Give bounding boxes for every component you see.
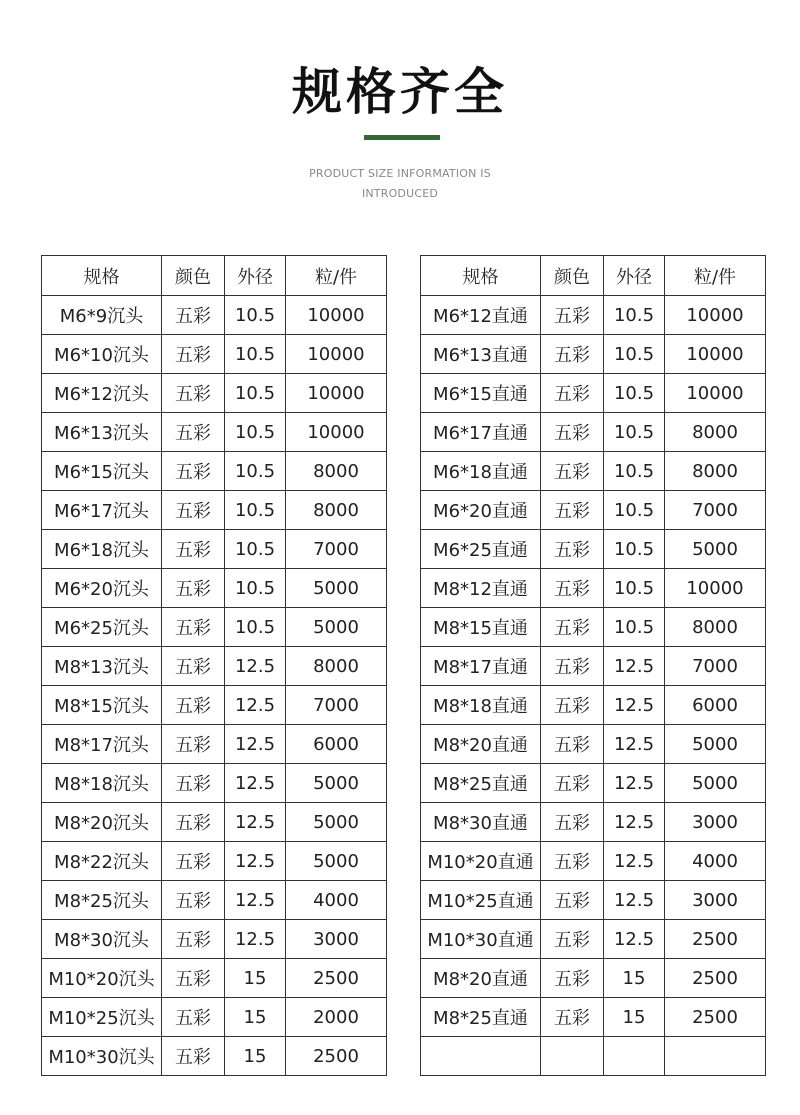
cell-spec: M10*25沉头 bbox=[42, 998, 162, 1037]
table-row bbox=[421, 803, 766, 842]
cell-pieces: 7000 bbox=[286, 686, 387, 725]
cell-color: 五彩 bbox=[162, 803, 225, 842]
cell-pieces: 8000 bbox=[665, 452, 766, 491]
cell-spec: M10*20沉头 bbox=[42, 959, 162, 998]
cell-spec: M6*18直通 bbox=[421, 452, 541, 491]
cell-pieces: 2000 bbox=[286, 998, 387, 1037]
spec-table-straight bbox=[420, 255, 766, 1076]
table-row bbox=[42, 881, 387, 920]
table-row bbox=[421, 530, 766, 569]
cell-spec: M8*18直通 bbox=[421, 686, 541, 725]
cell-diameter: 12.5 bbox=[225, 725, 286, 764]
column-header-diameter: 外径 bbox=[604, 256, 665, 296]
table-row bbox=[42, 569, 387, 608]
spec-table-countersunk bbox=[41, 255, 387, 1076]
cell-pieces: 8000 bbox=[286, 452, 387, 491]
table-row bbox=[42, 998, 387, 1037]
cell-diameter: 12.5 bbox=[604, 881, 665, 920]
cell-color: 五彩 bbox=[162, 491, 225, 530]
cell-spec: M6*13直通 bbox=[421, 335, 541, 374]
cell-color: 五彩 bbox=[541, 842, 604, 881]
cell-spec: M6*20沉头 bbox=[42, 569, 162, 608]
cell-spec: M8*30直通 bbox=[421, 803, 541, 842]
table-row bbox=[42, 764, 387, 803]
cell-pieces: 2500 bbox=[286, 1037, 387, 1076]
cell-color: 五彩 bbox=[541, 803, 604, 842]
cell-pieces: 10000 bbox=[665, 296, 766, 335]
cell-pieces: 10000 bbox=[665, 374, 766, 413]
column-header-pieces: 粒/件 bbox=[665, 256, 766, 296]
page-subtitle bbox=[0, 164, 800, 204]
cell-color: 五彩 bbox=[162, 569, 225, 608]
cell-color: 五彩 bbox=[162, 725, 225, 764]
cell-pieces: 8000 bbox=[665, 413, 766, 452]
cell-pieces: 7000 bbox=[665, 647, 766, 686]
cell-diameter: 12.5 bbox=[225, 920, 286, 959]
cell-color: 五彩 bbox=[541, 998, 604, 1037]
cell-diameter: 10.5 bbox=[225, 608, 286, 647]
cell-diameter: 12.5 bbox=[604, 647, 665, 686]
table-row bbox=[421, 452, 766, 491]
table-row bbox=[42, 296, 387, 335]
table-row bbox=[421, 686, 766, 725]
table-row bbox=[42, 842, 387, 881]
cell-color: 五彩 bbox=[162, 296, 225, 335]
cell-color: 五彩 bbox=[541, 335, 604, 374]
table-row bbox=[42, 920, 387, 959]
table-row bbox=[421, 920, 766, 959]
cell-spec: M6*25直通 bbox=[421, 530, 541, 569]
table-row bbox=[421, 569, 766, 608]
cell-pieces: 10000 bbox=[286, 296, 387, 335]
cell-spec: M8*25直通 bbox=[421, 764, 541, 803]
cell-diameter: 15 bbox=[225, 1037, 286, 1076]
cell-diameter: 10.5 bbox=[604, 608, 665, 647]
table-row bbox=[42, 803, 387, 842]
cell-color: 五彩 bbox=[162, 842, 225, 881]
table-row bbox=[42, 959, 387, 998]
column-header-spec: 规格 bbox=[42, 256, 162, 296]
cell-pieces: 3000 bbox=[286, 920, 387, 959]
cell-spec: M8*13沉头 bbox=[42, 647, 162, 686]
cell-color: 五彩 bbox=[162, 686, 225, 725]
cell-color: 五彩 bbox=[162, 959, 225, 998]
cell-spec: M8*30沉头 bbox=[42, 920, 162, 959]
table-row bbox=[421, 491, 766, 530]
cell-pieces: 5000 bbox=[665, 725, 766, 764]
cell-pieces: 2500 bbox=[665, 998, 766, 1037]
cell-pieces: 8000 bbox=[286, 491, 387, 530]
cell-color: 五彩 bbox=[162, 530, 225, 569]
cell-spec: M8*25沉头 bbox=[42, 881, 162, 920]
table-row bbox=[42, 530, 387, 569]
table-row bbox=[42, 686, 387, 725]
table-row bbox=[42, 725, 387, 764]
table-row bbox=[42, 374, 387, 413]
cell-pieces: 5000 bbox=[665, 764, 766, 803]
cell-diameter: 10.5 bbox=[225, 413, 286, 452]
cell-diameter: 15 bbox=[225, 959, 286, 998]
cell-spec: M6*15沉头 bbox=[42, 452, 162, 491]
cell-diameter: 12.5 bbox=[604, 842, 665, 881]
cell-pieces: 3000 bbox=[665, 881, 766, 920]
cell-spec: M8*18沉头 bbox=[42, 764, 162, 803]
cell-color: 五彩 bbox=[541, 296, 604, 335]
cell-spec: M8*17沉头 bbox=[42, 725, 162, 764]
page-title: 规格齐全 bbox=[292, 63, 508, 121]
cell-color: 五彩 bbox=[541, 413, 604, 452]
cell-diameter: 10.5 bbox=[604, 296, 665, 335]
cell-diameter: 15 bbox=[225, 998, 286, 1037]
cell-color: 五彩 bbox=[162, 881, 225, 920]
table-row bbox=[42, 413, 387, 452]
cell-color: 五彩 bbox=[541, 647, 604, 686]
cell-color: 五彩 bbox=[162, 1037, 225, 1076]
cell-pieces: 5000 bbox=[286, 764, 387, 803]
cell-pieces: 10000 bbox=[665, 335, 766, 374]
table-row bbox=[421, 881, 766, 920]
column-header-color: 颜色 bbox=[162, 256, 225, 296]
table-row bbox=[42, 335, 387, 374]
cell-color: 五彩 bbox=[162, 374, 225, 413]
cell-spec: M8*20直通 bbox=[421, 959, 541, 998]
cell-spec: M8*15直通 bbox=[421, 608, 541, 647]
cell-diameter: 12.5 bbox=[604, 686, 665, 725]
cell-color: 五彩 bbox=[541, 452, 604, 491]
cell-spec: M8*20直通 bbox=[421, 725, 541, 764]
table-row bbox=[421, 725, 766, 764]
table-row bbox=[42, 491, 387, 530]
table-header-row bbox=[42, 256, 387, 296]
cell-spec: M10*30直通 bbox=[421, 920, 541, 959]
cell-pieces: 7000 bbox=[665, 491, 766, 530]
cell-color: 五彩 bbox=[162, 335, 225, 374]
column-header-diameter: 外径 bbox=[225, 256, 286, 296]
column-header-pieces: 粒/件 bbox=[286, 256, 387, 296]
cell-diameter: 12.5 bbox=[225, 881, 286, 920]
cell-diameter: 12.5 bbox=[225, 647, 286, 686]
cell-pieces: 7000 bbox=[286, 530, 387, 569]
cell-color: 五彩 bbox=[541, 686, 604, 725]
column-header-color: 颜色 bbox=[541, 256, 604, 296]
cell-color: 五彩 bbox=[541, 920, 604, 959]
cell-color: 五彩 bbox=[541, 725, 604, 764]
table-row bbox=[421, 296, 766, 335]
table-row bbox=[421, 374, 766, 413]
cell-diameter: 10.5 bbox=[225, 530, 286, 569]
table-row bbox=[421, 842, 766, 881]
cell-spec: M8*15沉头 bbox=[42, 686, 162, 725]
table-row bbox=[421, 998, 766, 1037]
cell-diameter: 10.5 bbox=[225, 491, 286, 530]
cell-diameter: 12.5 bbox=[225, 764, 286, 803]
cell-spec: M6*17直通 bbox=[421, 413, 541, 452]
cell-spec: M6*20直通 bbox=[421, 491, 541, 530]
cell-color: 五彩 bbox=[162, 998, 225, 1037]
table-row bbox=[421, 764, 766, 803]
cell-diameter: 10.5 bbox=[604, 335, 665, 374]
cell-pieces: 5000 bbox=[665, 530, 766, 569]
cell-diameter: 10.5 bbox=[225, 452, 286, 491]
cell-spec bbox=[421, 1037, 541, 1076]
cell-pieces: 2500 bbox=[665, 959, 766, 998]
cell-diameter: 12.5 bbox=[604, 803, 665, 842]
cell-color: 五彩 bbox=[541, 881, 604, 920]
cell-color: 五彩 bbox=[541, 569, 604, 608]
table-row bbox=[421, 335, 766, 374]
table-row bbox=[421, 647, 766, 686]
subtitle-line-1: PRODUCT SIZE INFORMATION IS bbox=[309, 167, 491, 180]
table-row bbox=[42, 452, 387, 491]
cell-diameter: 12.5 bbox=[225, 842, 286, 881]
cell-pieces: 6000 bbox=[286, 725, 387, 764]
cell-diameter: 15 bbox=[604, 998, 665, 1037]
cell-color: 五彩 bbox=[162, 452, 225, 491]
cell-spec: M6*13沉头 bbox=[42, 413, 162, 452]
cell-diameter: 10.5 bbox=[604, 413, 665, 452]
cell-spec: M6*10沉头 bbox=[42, 335, 162, 374]
cell-spec: M6*12直通 bbox=[421, 296, 541, 335]
cell-spec: M8*20沉头 bbox=[42, 803, 162, 842]
cell-spec: M6*12沉头 bbox=[42, 374, 162, 413]
cell-spec: M10*25直通 bbox=[421, 881, 541, 920]
cell-pieces: 8000 bbox=[665, 608, 766, 647]
cell-spec: M8*22沉头 bbox=[42, 842, 162, 881]
cell-diameter: 10.5 bbox=[225, 296, 286, 335]
cell-spec: M8*17直通 bbox=[421, 647, 541, 686]
cell-diameter: 10.5 bbox=[225, 374, 286, 413]
cell-color: 五彩 bbox=[541, 608, 604, 647]
cell-spec: M6*17沉头 bbox=[42, 491, 162, 530]
table-row bbox=[421, 413, 766, 452]
cell-diameter: 10.5 bbox=[604, 491, 665, 530]
cell-color: 五彩 bbox=[162, 764, 225, 803]
table-row bbox=[421, 608, 766, 647]
cell-diameter: 15 bbox=[604, 959, 665, 998]
table-row bbox=[42, 1037, 387, 1076]
cell-color: 五彩 bbox=[162, 647, 225, 686]
cell-pieces: 5000 bbox=[286, 803, 387, 842]
cell-pieces: 2500 bbox=[286, 959, 387, 998]
cell-diameter: 12.5 bbox=[604, 764, 665, 803]
table-row bbox=[421, 1037, 766, 1076]
cell-spec: M6*9沉头 bbox=[42, 296, 162, 335]
cell-pieces: 10000 bbox=[286, 374, 387, 413]
cell-diameter: 10.5 bbox=[604, 452, 665, 491]
cell-spec: M6*15直通 bbox=[421, 374, 541, 413]
cell-pieces: 2500 bbox=[665, 920, 766, 959]
table-header-row bbox=[421, 256, 766, 296]
cell-diameter: 10.5 bbox=[604, 569, 665, 608]
cell-pieces: 6000 bbox=[665, 686, 766, 725]
cell-diameter: 10.5 bbox=[225, 335, 286, 374]
table-row bbox=[42, 647, 387, 686]
cell-pieces: 8000 bbox=[286, 647, 387, 686]
cell-pieces: 3000 bbox=[665, 803, 766, 842]
cell-pieces bbox=[665, 1037, 766, 1076]
subtitle-line-2: INTRODUCED bbox=[361, 187, 439, 200]
cell-spec: M8*12直通 bbox=[421, 569, 541, 608]
cell-diameter: 12.5 bbox=[225, 803, 286, 842]
cell-spec: M10*30沉头 bbox=[42, 1037, 162, 1076]
cell-color: 五彩 bbox=[541, 764, 604, 803]
cell-color: 五彩 bbox=[541, 374, 604, 413]
table-row bbox=[421, 959, 766, 998]
table-row bbox=[42, 608, 387, 647]
cell-pieces: 4000 bbox=[286, 881, 387, 920]
cell-spec: M10*20直通 bbox=[421, 842, 541, 881]
cell-spec: M6*25沉头 bbox=[42, 608, 162, 647]
cell-diameter: 10.5 bbox=[604, 374, 665, 413]
cell-color: 五彩 bbox=[541, 530, 604, 569]
cell-diameter: 12.5 bbox=[604, 725, 665, 764]
cell-spec: M6*18沉头 bbox=[42, 530, 162, 569]
cell-diameter: 12.5 bbox=[604, 920, 665, 959]
cell-color: 五彩 bbox=[541, 959, 604, 998]
cell-pieces: 5000 bbox=[286, 842, 387, 881]
cell-color: 五彩 bbox=[541, 491, 604, 530]
cell-pieces: 10000 bbox=[665, 569, 766, 608]
cell-color: 五彩 bbox=[162, 608, 225, 647]
cell-diameter bbox=[604, 1037, 665, 1076]
cell-pieces: 5000 bbox=[286, 569, 387, 608]
cell-pieces: 10000 bbox=[286, 335, 387, 374]
column-header-spec: 规格 bbox=[421, 256, 541, 296]
cell-diameter: 12.5 bbox=[225, 686, 286, 725]
cell-pieces: 10000 bbox=[286, 413, 387, 452]
cell-pieces: 4000 bbox=[665, 842, 766, 881]
title-accent-bar bbox=[364, 135, 440, 140]
cell-color: 五彩 bbox=[162, 920, 225, 959]
cell-pieces: 5000 bbox=[286, 608, 387, 647]
cell-spec: M8*25直通 bbox=[421, 998, 541, 1037]
cell-diameter: 10.5 bbox=[225, 569, 286, 608]
cell-color: 五彩 bbox=[162, 413, 225, 452]
cell-diameter: 10.5 bbox=[604, 530, 665, 569]
cell-color bbox=[541, 1037, 604, 1076]
